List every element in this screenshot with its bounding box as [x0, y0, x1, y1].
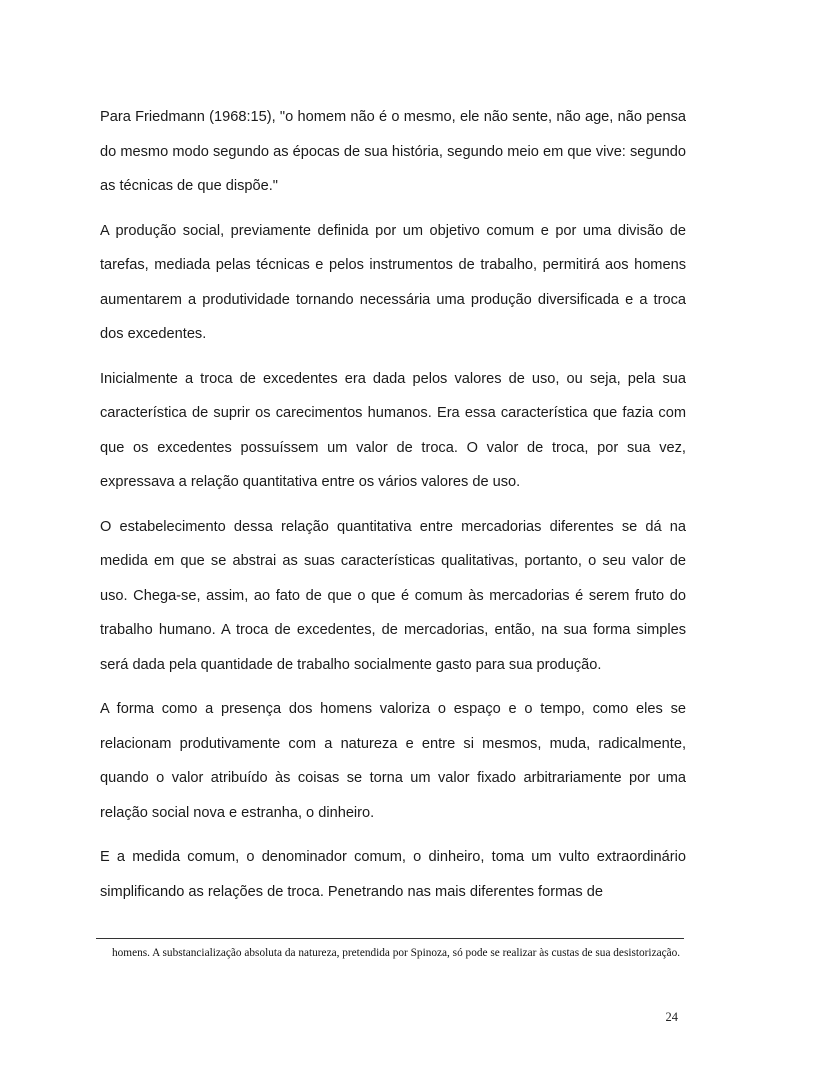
- body-text: [100, 100, 686, 919]
- paragraph-3: Inicialmente a troca de excedentes era dada pelos valores de uso, ou seja, pela sua característica de suprir os carecimentos humanos. Era essa característica que fazia com que os excedentes possuíssem um valor de troca. O valor de troca, por sua vez, expressava a relação quantitativa entre os vários valores de uso.: [100, 370, 686, 490]
- paragraph-5: A forma como a presença dos homens valoriza o espaço e o tempo, como eles se relacionam produtivamente com a natureza e entre si mesmos, muda, radicalmente, quando o valor atribuído às coisas se torna um valor fixado arbitrariamente por uma relação social nova e estranha, o dinheiro.: [100, 701, 686, 821]
- footnote-separator: [96, 938, 684, 939]
- paragraph-2: A produção social, previamente definida por um objetivo comum e por uma divisão de tarefas, mediada pelas técnicas e pelos instrumentos de trabalho, permitirá aos homens aumentarem a produtividade tornando necessária uma produção diversificada e a troca dos excedentes.: [100, 222, 686, 342]
- page-number: 24: [665, 1010, 678, 1024]
- footnote: homens. A substancialização absoluta da natureza, pretendida por Spinoza, só pode se realizar às custas de sua desistorização.: [112, 947, 681, 959]
- paragraph-6: E a medida comum, o denominador comum, o dinheiro, toma um vulto extraordinário simplificando as relações de troca. Penetrando nas mais diferentes formas de: [100, 849, 686, 900]
- paragraph-1: Para Friedmann (1968:15), "o homem não é o mesmo, ele não sente, não age, não pensa do mesmo modo segundo as épocas de sua história, segundo meio em que vive: segundo as técnicas de que dispõe.": [100, 109, 686, 194]
- paragraph-4: O estabelecimento dessa relação quantitativa entre mercadorias diferentes se dá na medida em que se abstrai as suas características qualitativas, portanto, o seu valor de uso. Chega-se, assim, ao fato de que o que é comum às mercadorias é serem fruto do trabalho humano. A troca de excedentes, de mercadorias, então, na sua forma simples será dada pela quantidade de trabalho socialmente gasto para sua produção.: [100, 518, 686, 673]
